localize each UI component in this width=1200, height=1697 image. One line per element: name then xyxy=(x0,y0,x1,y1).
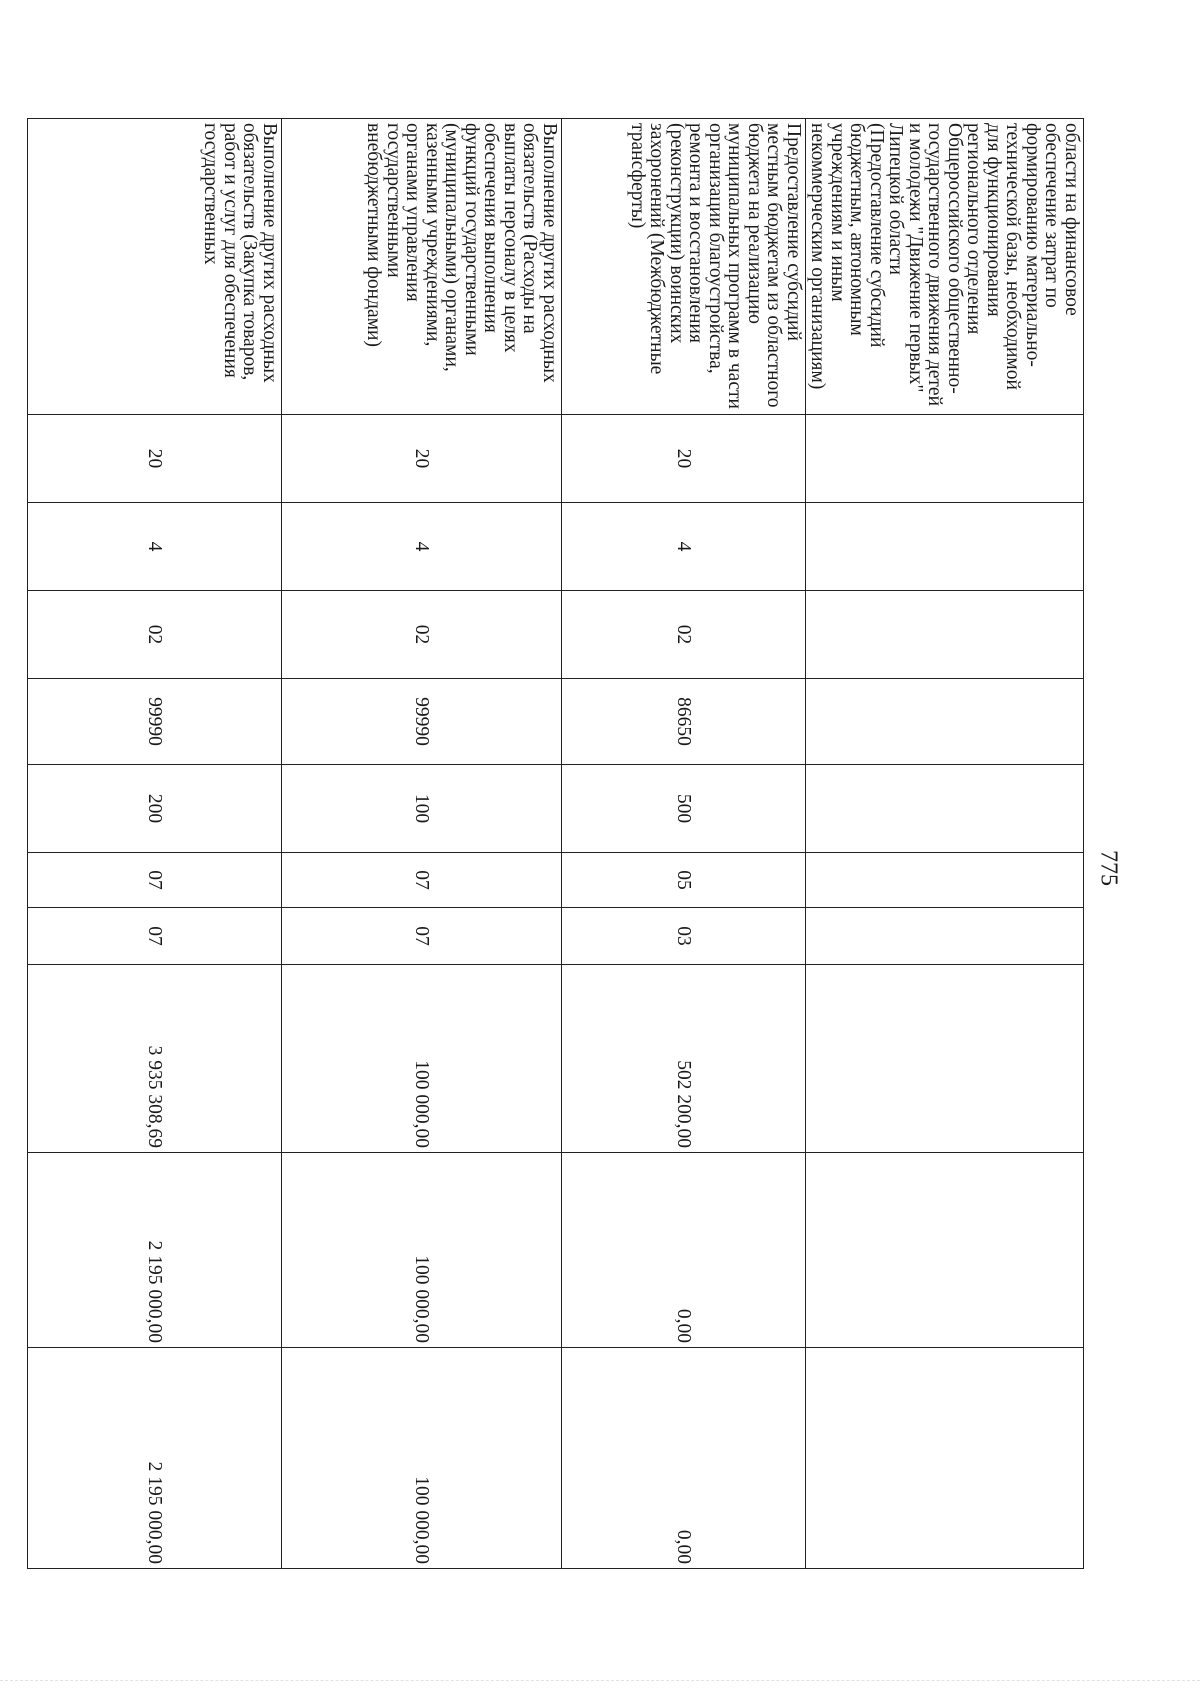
amount-cell: 2 195 000,00 xyxy=(28,1153,282,1348)
code-cell: 02 xyxy=(28,591,282,679)
code-cell: 500 xyxy=(562,765,806,853)
code-cell: 02 xyxy=(282,591,562,679)
amount-cell: 100 000,00 xyxy=(282,965,562,1153)
code-cell: 20 xyxy=(28,415,282,503)
code-cell: 4 xyxy=(28,503,282,591)
code-cell: 07 xyxy=(28,853,282,908)
row-description: Выполнение других расходных обязательств (Расходы на выплаты персоналу в целях обеспечения выполнения функций государственными (муниципальными) органами, казенными учреждениями, органами управления государственными внебюджетными фондами) xyxy=(282,119,562,415)
table-cell xyxy=(806,591,1084,679)
amount-cell: 100 000,00 xyxy=(282,1153,562,1348)
amount-cell: 3 935 308,69 xyxy=(28,965,282,1153)
table-cell xyxy=(806,1348,1084,1569)
code-cell: 05 xyxy=(562,853,806,908)
code-cell: 02 xyxy=(562,591,806,679)
code-cell: 20 xyxy=(562,415,806,503)
row-description: Выполнение других расходных обязательств (Закупка товаров, работ и услуг для обеспечения государственных xyxy=(28,119,282,415)
table-row xyxy=(562,119,806,1569)
table-cell xyxy=(806,1153,1084,1348)
table-cell xyxy=(806,679,1084,765)
code-cell: 4 xyxy=(562,503,806,591)
amount-cell: 100 000,00 xyxy=(282,1348,562,1569)
table-cell xyxy=(806,965,1084,1153)
table-row xyxy=(806,119,1084,1569)
code-cell: 86650 xyxy=(562,679,806,765)
code-cell: 07 xyxy=(28,908,282,965)
amount-cell: 0,00 xyxy=(562,1153,806,1348)
table-cell xyxy=(806,908,1084,965)
amount-cell: 0,00 xyxy=(562,1348,806,1569)
code-cell: 20 xyxy=(282,415,562,503)
code-cell: 07 xyxy=(282,853,562,908)
code-cell: 99990 xyxy=(28,679,282,765)
table-row xyxy=(28,119,282,1569)
table-cell xyxy=(806,853,1084,908)
code-cell: 07 xyxy=(282,908,562,965)
code-cell: 200 xyxy=(28,765,282,853)
code-cell: 03 xyxy=(562,908,806,965)
amount-cell: 502 200,00 xyxy=(562,965,806,1153)
scan-edge-divider xyxy=(0,1680,1200,1687)
budget-table xyxy=(128,118,1084,1564)
table-cell xyxy=(806,503,1084,591)
row-description: Предоставление субсидий местным бюджетам из областного бюджета на реализацию муниципальных программ в части организации благоустройства, ремонта и восстановления (реконструкции) воинских захоронений (Межбюджетные трансферты) xyxy=(562,119,806,415)
code-cell: 100 xyxy=(282,765,562,853)
table-cell xyxy=(806,415,1084,503)
code-cell: 99990 xyxy=(282,679,562,765)
table-cell xyxy=(806,765,1084,853)
row-description: области на финансовое обеспечение затрат по формированию материально-технической базы, необходимой для функционирования регионального отделения Общероссийского общественно-государственного движения детей и молодежи "Движение первых" Липецкой области (Предоставление субсидий бюджетным, автономным учреждениям и иным некоммерческим организациям) xyxy=(806,119,1084,415)
table-row xyxy=(282,119,562,1569)
code-cell: 4 xyxy=(282,503,562,591)
amount-cell: 2 195 000,00 xyxy=(28,1348,282,1569)
page-number: 775 xyxy=(1095,850,1122,886)
